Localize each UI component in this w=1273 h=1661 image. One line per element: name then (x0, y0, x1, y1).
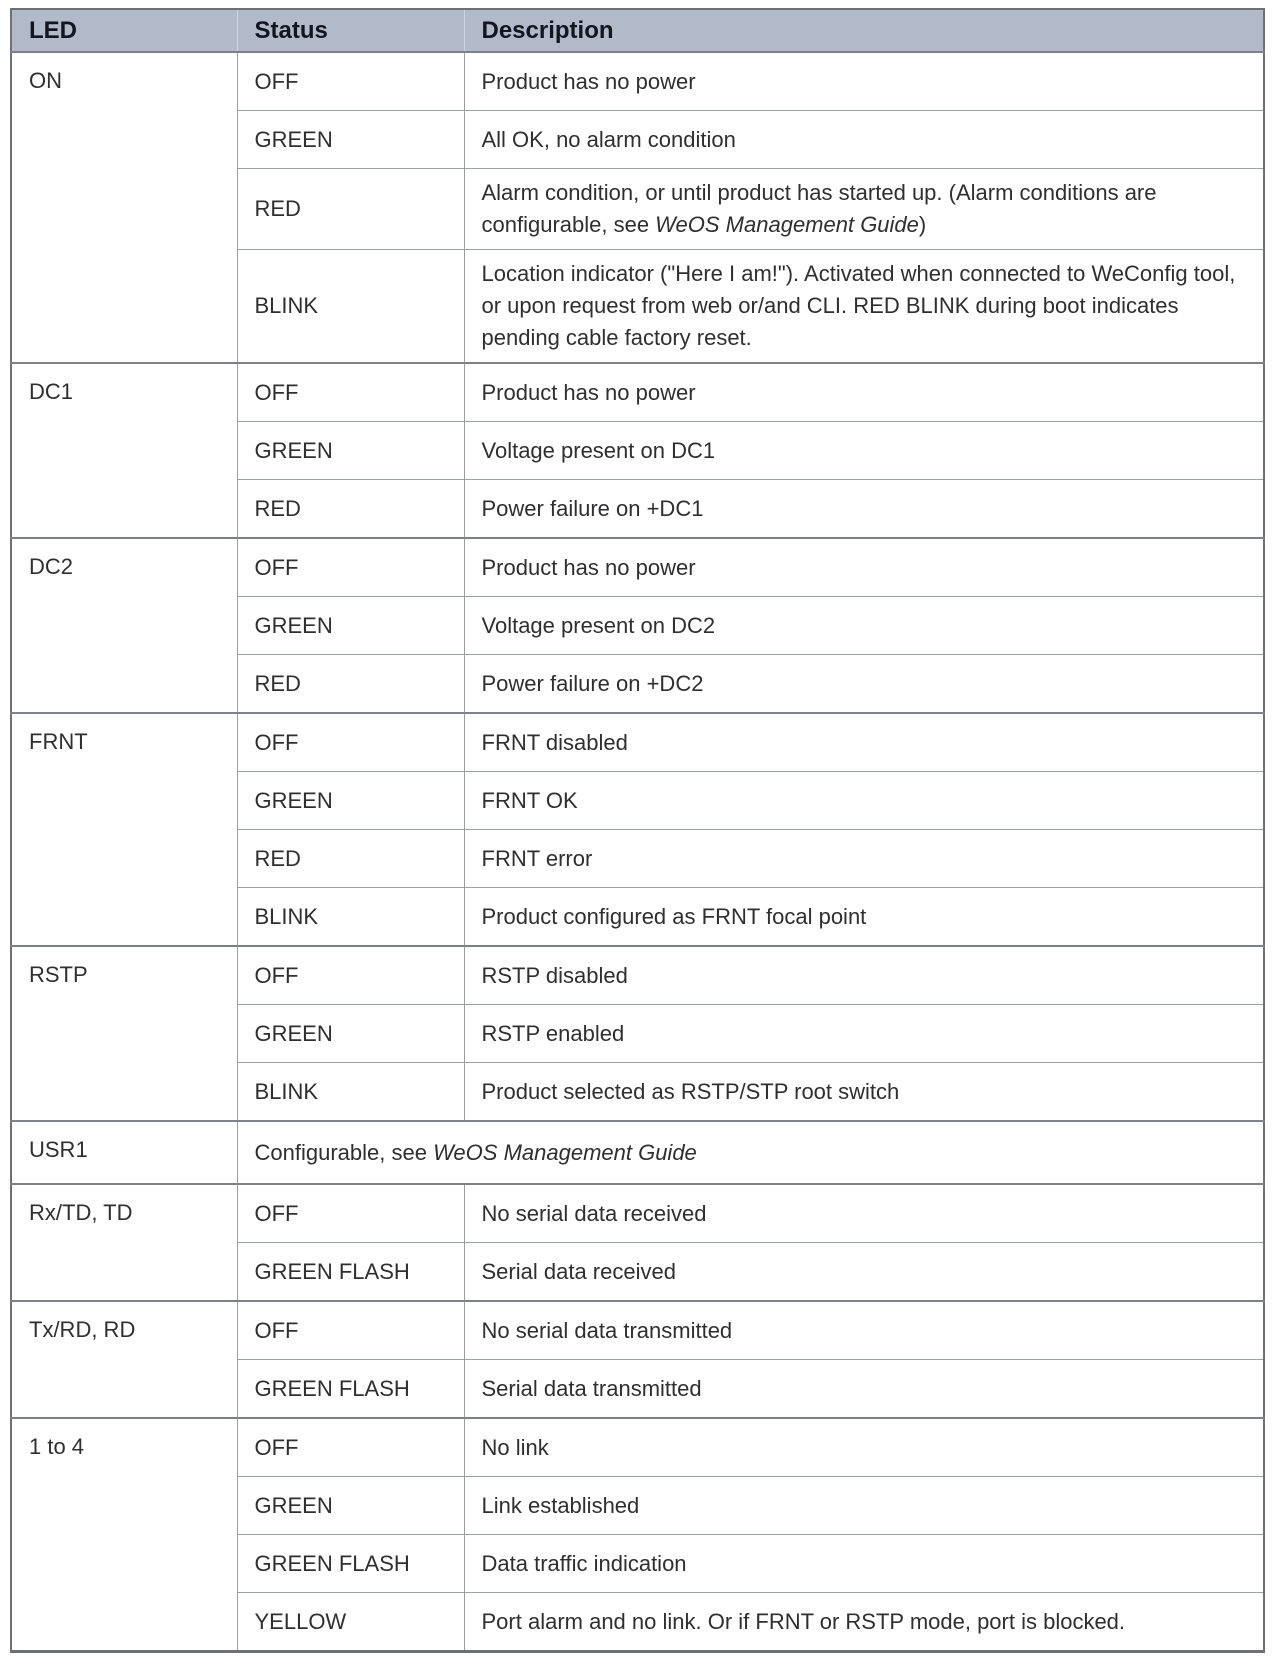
header-cell-description: Description (464, 9, 1264, 52)
description-text: No serial data transmitted (481, 1317, 733, 1343)
description-cell (464, 538, 1264, 597)
description-cell (464, 1184, 1264, 1243)
description-text: Product has no power (481, 68, 696, 94)
description-cell (464, 1243, 1264, 1302)
status-cell: OFF (237, 538, 464, 597)
description-text: ) (918, 212, 927, 237)
status-cell: GREEN (237, 1005, 464, 1063)
description-text: Serial data received (481, 1258, 676, 1284)
description-text: Product configured as FRNT focal point (481, 903, 867, 929)
description-cell (464, 250, 1264, 364)
table-row (11, 363, 1264, 422)
table-row (11, 52, 1264, 111)
led-table-body (11, 52, 1264, 1652)
led-cell: USR1 (11, 1121, 237, 1184)
status-cell: GREEN (237, 597, 464, 655)
status-cell: OFF (237, 946, 464, 1005)
description-cell (464, 713, 1264, 772)
led-cell: Rx/TD, TD (11, 1184, 237, 1301)
table-row (11, 1301, 1264, 1360)
description-text: Configurable, see (254, 1139, 434, 1165)
description-text: Voltage present on DC2 (481, 612, 716, 638)
led-cell: ON (11, 52, 237, 363)
header-row (11, 9, 1264, 52)
description-text: RSTP enabled (481, 1020, 625, 1046)
description-text: Power failure on +DC2 (481, 670, 704, 696)
status-cell: RED (237, 830, 464, 888)
description-italic-text: WeOS Management Guide (433, 1139, 697, 1165)
description-cell (464, 422, 1264, 480)
description-text: Serial data transmitted (481, 1375, 702, 1401)
status-cell: YELLOW (237, 1593, 464, 1652)
description-text: All OK, no alarm condition (481, 126, 736, 152)
status-cell: OFF (237, 52, 464, 111)
table-row (11, 713, 1264, 772)
description-text: No serial data received (481, 1200, 707, 1226)
led-cell: 1 to 4 (11, 1418, 237, 1652)
led-cell: RSTP (11, 946, 237, 1121)
led-cell: DC1 (11, 363, 237, 538)
status-cell: GREEN FLASH (237, 1243, 464, 1302)
table-row (11, 538, 1264, 597)
status-cell: RED (237, 169, 464, 250)
description-text: RSTP disabled (481, 962, 628, 988)
led-cell: FRNT (11, 713, 237, 946)
led-cell: Tx/RD, RD (11, 1301, 237, 1418)
description-text: Location indicator ("Here I am!"). Activated when connected to WeConfig tool, or upon request from web or/and CLI. RED BLINK during boot indicates pending cable factory reset. (481, 261, 1236, 350)
description-cell (464, 888, 1264, 947)
status-cell: RED (237, 480, 464, 539)
description-text: Link established (481, 1492, 640, 1518)
description-text: Product selected as RSTP/STP root switch (481, 1078, 900, 1104)
status-cell: OFF (237, 1301, 464, 1360)
description-cell (464, 1005, 1264, 1063)
status-cell: BLINK (237, 250, 464, 364)
description-text: Product has no power (481, 379, 696, 405)
status-cell: RED (237, 655, 464, 714)
description-cell (464, 772, 1264, 830)
description-text: Port alarm and no link. Or if FRNT or RSTP mode, port is blocked. (481, 1608, 1126, 1634)
header-cell-led: LED (11, 9, 237, 52)
led-status-table (10, 8, 1265, 1653)
status-cell: BLINK (237, 1063, 464, 1122)
description-text: FRNT OK (481, 787, 578, 813)
description-cell (464, 169, 1264, 250)
description-cell (464, 52, 1264, 111)
description-text: Alarm condition, or until product has started up. (Alarm conditions are configurable, see (481, 180, 1157, 237)
status-cell: GREEN (237, 1477, 464, 1535)
table-row (11, 1418, 1264, 1477)
status-cell: OFF (237, 1418, 464, 1477)
description-text: No link (481, 1434, 549, 1460)
status-cell: OFF (237, 1184, 464, 1243)
table-header (11, 9, 1264, 52)
status-cell: GREEN (237, 111, 464, 169)
status-cell: GREEN (237, 772, 464, 830)
description-cell (464, 1535, 1264, 1593)
description-cell (464, 830, 1264, 888)
description-cell (464, 363, 1264, 422)
description-cell (464, 946, 1264, 1005)
merged-status-description-cell (237, 1121, 1264, 1184)
status-cell: GREEN FLASH (237, 1535, 464, 1593)
description-cell (464, 111, 1264, 169)
status-cell: BLINK (237, 888, 464, 947)
led-cell: DC2 (11, 538, 237, 713)
description-text: Power failure on +DC1 (481, 495, 704, 521)
description-cell (464, 1301, 1264, 1360)
description-text: FRNT error (481, 845, 593, 871)
status-cell: OFF (237, 713, 464, 772)
status-cell: GREEN (237, 422, 464, 480)
description-cell (464, 1418, 1264, 1477)
description-cell (464, 597, 1264, 655)
status-cell: OFF (237, 363, 464, 422)
description-cell (464, 1477, 1264, 1535)
description-text: Product has no power (481, 554, 696, 580)
table-row (11, 1184, 1264, 1243)
description-cell (464, 1063, 1264, 1122)
table-row (11, 946, 1264, 1005)
header-cell-status: Status (237, 9, 464, 52)
description-cell (464, 655, 1264, 714)
description-cell (464, 1360, 1264, 1419)
description-text: FRNT disabled (481, 729, 628, 755)
description-italic-text: WeOS Management Guide (655, 212, 919, 237)
table-row (11, 1121, 1264, 1184)
description-text: Voltage present on DC1 (481, 437, 716, 463)
description-cell (464, 1593, 1264, 1652)
description-cell (464, 480, 1264, 539)
status-cell: GREEN FLASH (237, 1360, 464, 1419)
description-text: Data traffic indication (481, 1550, 687, 1576)
